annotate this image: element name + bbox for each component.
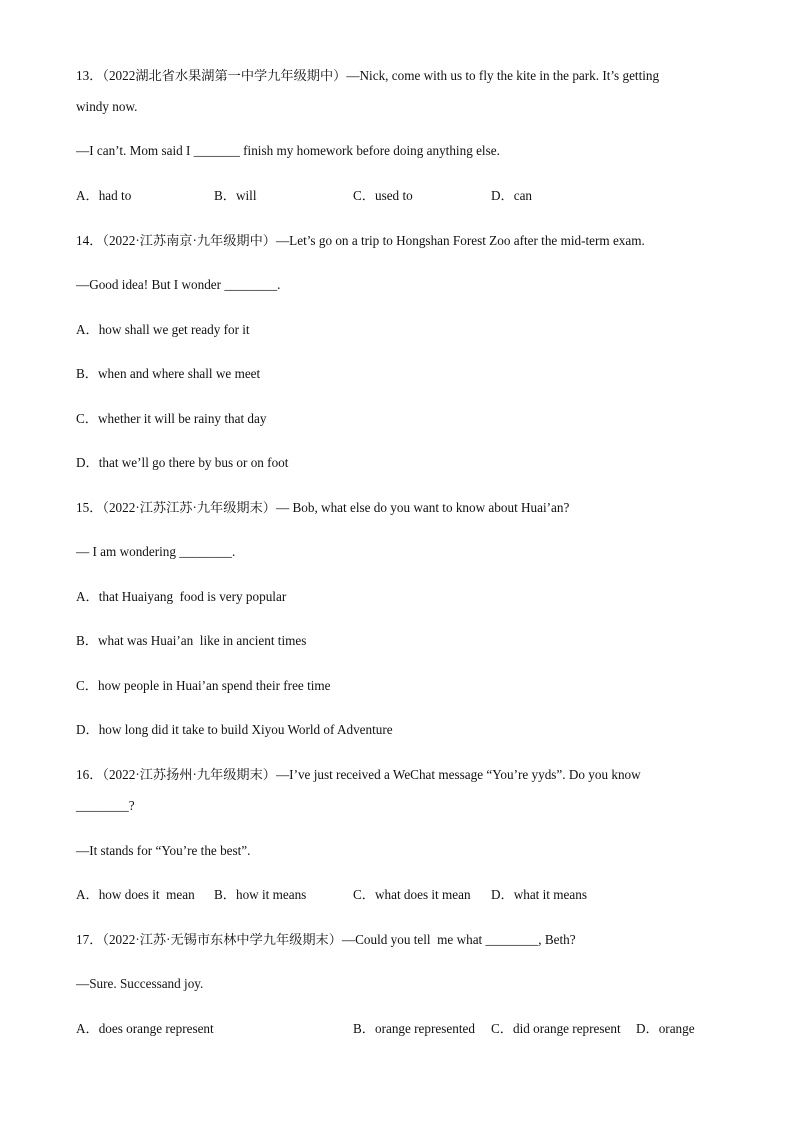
question-13-option-a[interactable]: A．had to [76, 188, 132, 203]
question-14-reply: —Good idea! But I wonder ________. [76, 277, 281, 292]
question-15-option-c[interactable]: C．how people in Huai’an spend their free time [76, 678, 331, 693]
question-14-option-a[interactable]: A．how shall we get ready for it [76, 322, 250, 337]
question-17-option-b[interactable]: B．orange represented [353, 1021, 475, 1036]
question-17-stem: 17．（2022·江苏·无锡市东林中学九年级期末）—Could you tell me what ________, Beth? [76, 932, 576, 947]
question-13-reply: —I can’t. Mom said I _______ finish my homework before doing anything else. [76, 143, 500, 158]
question-16-reply: —It stands for “You’re the best”. [76, 843, 251, 858]
question-17-option-d[interactable]: D．orange [636, 1021, 695, 1036]
question-17-reply: —Sure. Successand joy. [76, 976, 204, 991]
question-15-option-b[interactable]: B．what was Huai’an like in ancient times [76, 633, 307, 648]
question-16-option-a[interactable]: A．how does it mean [76, 887, 195, 902]
question-17-option-a[interactable]: A．does orange represent [76, 1021, 214, 1036]
question-13-stem-line-2: windy now. [76, 99, 138, 114]
question-14-option-b[interactable]: B．when and where shall we meet [76, 366, 261, 381]
question-16-option-c[interactable]: C．what does it mean [353, 887, 471, 902]
question-15-option-d[interactable]: D．how long did it take to build Xiyou World of Adventure [76, 722, 393, 737]
question-13-stem-line-1: 13．（2022湖北省水果湖第一中学九年级期中）—Nick, come with us to fly the kite in the park. It’s getting [76, 68, 660, 83]
question-14-stem: 14．（2022·江苏南京·九年级期中）—Let’s go on a trip to Hongshan Forest Zoo after the mid-term exam. [76, 233, 645, 248]
question-16-option-d[interactable]: D．what it means [491, 887, 587, 902]
question-16-stem-line-2: ________? [76, 798, 135, 813]
question-17-option-c[interactable]: C．did orange represent [491, 1021, 621, 1036]
question-15-reply: — I am wondering ________. [76, 544, 236, 559]
question-16-stem-line-1: 16．（2022·江苏扬州·九年级期末）—I’ve just received a WeChat message “You’re yyds”. Do you know [76, 767, 641, 782]
question-15-option-a[interactable]: A．that Huaiyang food is very popular [76, 589, 287, 604]
question-14-option-d[interactable]: D．that we’ll go there by bus or on foot [76, 455, 289, 470]
question-16-option-b[interactable]: B．how it means [214, 887, 307, 902]
question-13-option-c[interactable]: C．used to [353, 188, 413, 203]
question-14-option-c[interactable]: C．whether it will be rainy that day [76, 411, 267, 426]
question-15-stem: 15．（2022·江苏江苏·九年级期末）— Bob, what else do you want to know about Huai’an? [76, 500, 570, 515]
question-13-option-b[interactable]: B．will [214, 188, 257, 203]
question-13-option-d[interactable]: D．can [491, 188, 533, 203]
